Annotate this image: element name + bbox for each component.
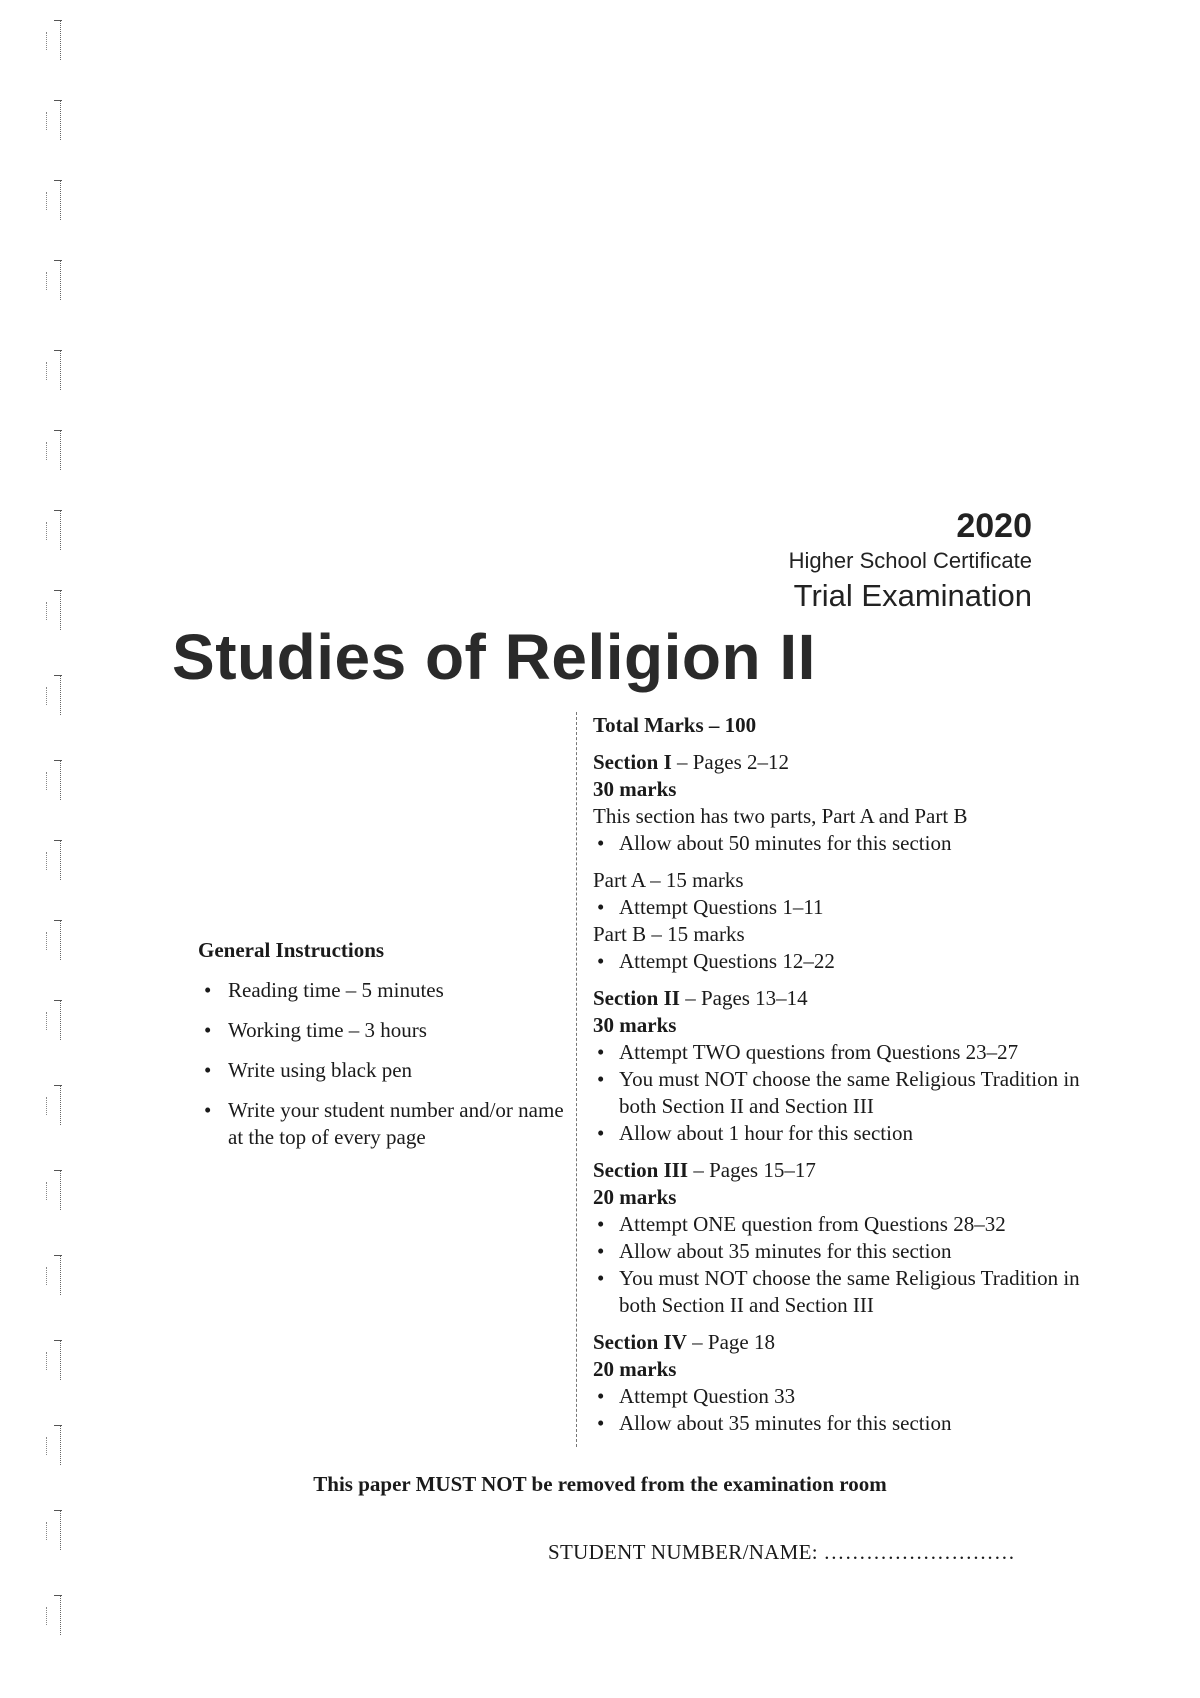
section-2-title (593, 985, 1093, 1012)
section-3-list (593, 1211, 1093, 1319)
section-4 (593, 1329, 1093, 1437)
section-1-marks: 30 marks (593, 777, 677, 801)
binding-mark (34, 675, 61, 715)
section-2-bullet: • Allow about 1 hour for this section (593, 1120, 1093, 1147)
binding-mark (34, 20, 61, 60)
section-3-marks: 20 marks (593, 1185, 677, 1209)
binding-mark (34, 430, 61, 470)
parts-a-b (593, 867, 1093, 975)
section-1-list (593, 830, 1093, 857)
binding-mark (34, 1510, 61, 1550)
part-a-list (593, 894, 1093, 921)
binding-mark (34, 350, 61, 390)
binding-mark (34, 1085, 61, 1125)
instruction-item: • Write your student number and/or name at the top of every page (198, 1097, 578, 1151)
binding-mark (34, 920, 61, 960)
section-2-pages: – Pages 13–14 (679, 986, 808, 1010)
section-4-bullet: • Attempt Question 33 (593, 1383, 1093, 1410)
general-instructions-list (198, 977, 578, 1151)
section-1-title (593, 749, 1093, 776)
section-3 (593, 1157, 1093, 1319)
section-2-list (593, 1039, 1093, 1147)
section-2-bullet: • Attempt TWO questions from Questions 23–27 (593, 1039, 1093, 1066)
exam-header (789, 506, 1032, 616)
section-3-bullet: • You must NOT choose the same Religious Tradition in both Section II and Section III (593, 1265, 1093, 1319)
part-b-label: Part B – 15 marks (593, 922, 745, 946)
section-4-title (593, 1329, 1093, 1356)
section-4-list (593, 1383, 1093, 1437)
section-4-pages: – Page 18 (686, 1330, 775, 1354)
binding-mark (34, 1595, 61, 1635)
binding-mark (34, 590, 61, 630)
section-2 (593, 985, 1093, 1147)
section-3-title (593, 1157, 1093, 1184)
binding-mark (34, 260, 61, 300)
binding-mark (34, 510, 61, 550)
section-3-bullet: • Allow about 35 minutes for this section (593, 1238, 1093, 1265)
section-1-label: Section I (593, 750, 672, 774)
binding-margin-marks (28, 10, 68, 1690)
binding-mark (34, 840, 61, 880)
general-instructions-heading: General Instructions (198, 938, 385, 962)
section-3-bullet: • Attempt ONE question from Questions 28–32 (593, 1211, 1093, 1238)
binding-mark (34, 1425, 61, 1465)
part-a-label: Part A – 15 marks (593, 868, 744, 892)
binding-mark (34, 1170, 61, 1210)
exam-year: 2020 (956, 507, 1032, 545)
binding-mark (34, 100, 61, 140)
section-1-bullet: • Allow about 50 minutes for this section (593, 830, 1093, 857)
section-1 (593, 749, 1093, 857)
exam-type: Trial Examination (793, 578, 1032, 613)
removal-warning: This paper MUST NOT be removed from the examination room (313, 1472, 887, 1496)
section-3-label: Section III (593, 1158, 689, 1182)
binding-mark (34, 1000, 61, 1040)
part-a-bullet: • Attempt Questions 1–11 (593, 894, 1093, 921)
section-4-bullet: • Allow about 35 minutes for this section (593, 1410, 1093, 1437)
binding-mark (34, 1340, 61, 1380)
section-1-description: This section has two parts, Part A and Part B (593, 804, 968, 828)
section-2-bullet: • You must NOT choose the same Religious Tradition in both Section II and Section III (593, 1066, 1093, 1120)
certificate-name: Higher School Certificate (788, 548, 1032, 573)
binding-mark (34, 760, 61, 800)
student-number-field: STUDENT NUMBER/NAME: ……………………… (548, 1540, 1016, 1564)
section-3-pages: – Pages 15–17 (688, 1158, 816, 1182)
instruction-item: • Write using black pen (198, 1057, 578, 1084)
binding-mark (34, 1255, 61, 1295)
instruction-item: • Reading time – 5 minutes (198, 977, 578, 1004)
binding-mark (34, 180, 61, 220)
section-2-label: Section II (593, 986, 680, 1010)
section-2-marks: 30 marks (593, 1013, 677, 1037)
section-1-pages: – Pages 2–12 (671, 750, 789, 774)
general-instructions (198, 938, 578, 1164)
section-4-label: Section IV (593, 1330, 687, 1354)
section-4-marks: 20 marks (593, 1357, 677, 1381)
subject-title: Studies of Religion II (172, 621, 816, 693)
total-marks: Total Marks – 100 (593, 713, 757, 737)
part-b-bullet: • Attempt Questions 12–22 (593, 948, 1093, 975)
section-overview (576, 712, 1093, 1447)
part-b-list (593, 948, 1093, 975)
instruction-item: • Working time – 3 hours (198, 1017, 578, 1044)
